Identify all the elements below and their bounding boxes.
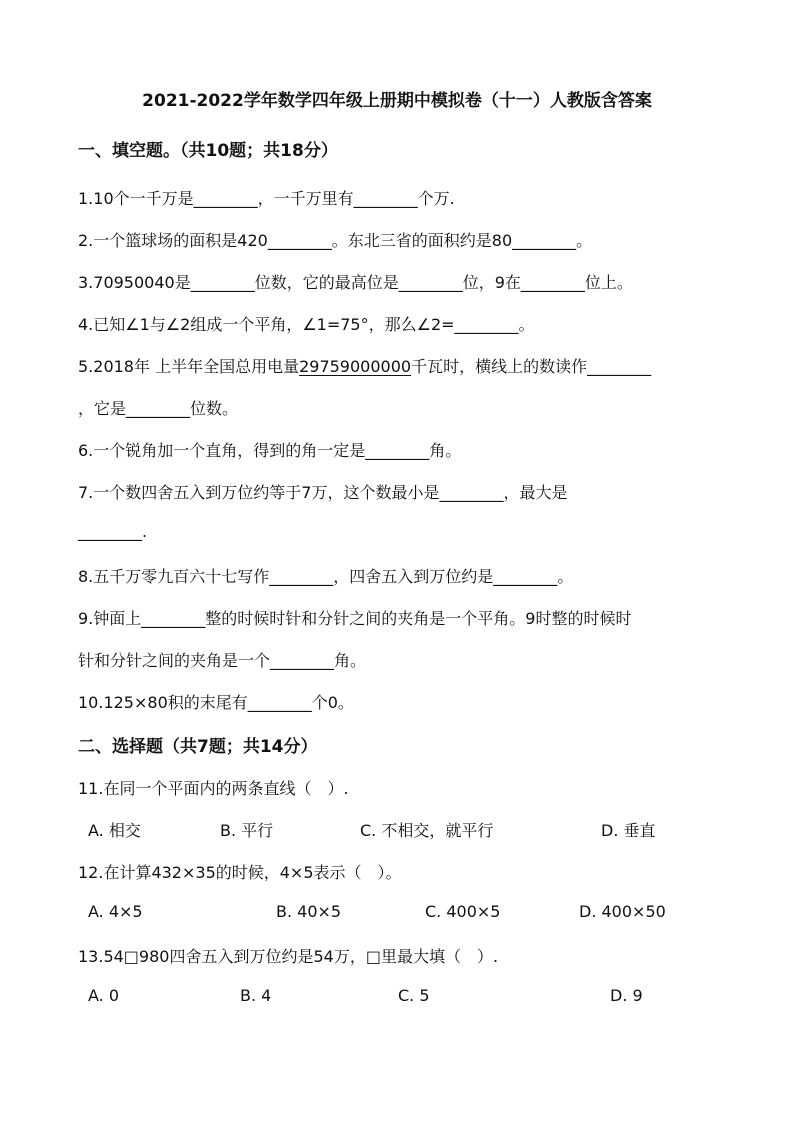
question-7: 7.一个数四舍五入到万位约等于7万，这个数最小是________，最大是 bbox=[78, 483, 568, 502]
q12-option-d: D. 400×50 bbox=[579, 902, 666, 921]
q11-option-d: D. 垂直 bbox=[601, 821, 656, 840]
question-9: 9.钟面上________整的时候时针和分针之间的夹角是一个平角。9时整的时候时 bbox=[78, 609, 632, 628]
question-11: 11.在同一个平面内的两条直线（ ）. bbox=[78, 779, 349, 798]
question-2: 2.一个篮球场的面积是420________。东北三省的面积约是80________。 bbox=[78, 231, 593, 250]
q13-option-d: D. 9 bbox=[610, 986, 643, 1005]
question-7-continued: ________. bbox=[78, 522, 148, 541]
q12-option-b: B. 40×5 bbox=[276, 902, 342, 921]
page-title: 2021-2022学年数学四年级上册期中模拟卷（十一）人教版含答案 bbox=[142, 91, 652, 111]
question-5-underlined-number: 29759000000 bbox=[299, 357, 412, 376]
question-12: 12.在计算432×35的时候，4×5表示（ ）。 bbox=[78, 863, 402, 882]
question-1: 1.10个一千万是________，一千万里有________个万. bbox=[78, 189, 455, 208]
q13-option-a: A. 0 bbox=[88, 986, 120, 1005]
question-6: 6.一个锐角加一个直角，得到的角一定是________角。 bbox=[78, 441, 462, 460]
section-heading-fill-blank: 一、填空题。（共10题；共18分） bbox=[78, 141, 338, 161]
section-heading-multiple-choice: 二、选择题（共7题；共14分） bbox=[78, 737, 318, 757]
question-5-text-a: 5.2018年 上半年全国总用电量 bbox=[78, 357, 300, 376]
question-10: 10.125×80积的末尾有________个0。 bbox=[78, 693, 354, 712]
question-5-continued: ，它是________位数。 bbox=[78, 399, 239, 418]
question-3: 3.70950040是________位数，它的最高位是________位，9在________位上。 bbox=[78, 273, 633, 292]
q12-option-c: C. 400×5 bbox=[425, 902, 501, 921]
q13-option-c: C. 5 bbox=[398, 986, 430, 1005]
question-8: 8.五千万零九百六十七写作________，四舍五入到万位约是________。 bbox=[78, 567, 574, 586]
q11-option-b: B. 平行 bbox=[220, 821, 274, 840]
q13-option-b: B. 4 bbox=[240, 986, 272, 1005]
question-9-continued: 针和分针之间的夹角是一个________角。 bbox=[78, 651, 367, 670]
q11-option-a: A. 相交 bbox=[88, 821, 141, 840]
question-13: 13.54□980四舍五入到万位约是54万，□里最大填（ ）. bbox=[78, 947, 499, 966]
question-5-text-b: 千瓦时，横线上的数读作________ bbox=[411, 357, 652, 376]
question-5 bbox=[78, 354, 651, 377]
q11-option-c: C. 不相交，就平行 bbox=[360, 821, 494, 840]
q12-option-a: A. 4×5 bbox=[88, 902, 143, 921]
question-4: 4.已知∠1与∠2组成一个平角，∠1=75°，那么∠2=________。 bbox=[78, 315, 535, 334]
